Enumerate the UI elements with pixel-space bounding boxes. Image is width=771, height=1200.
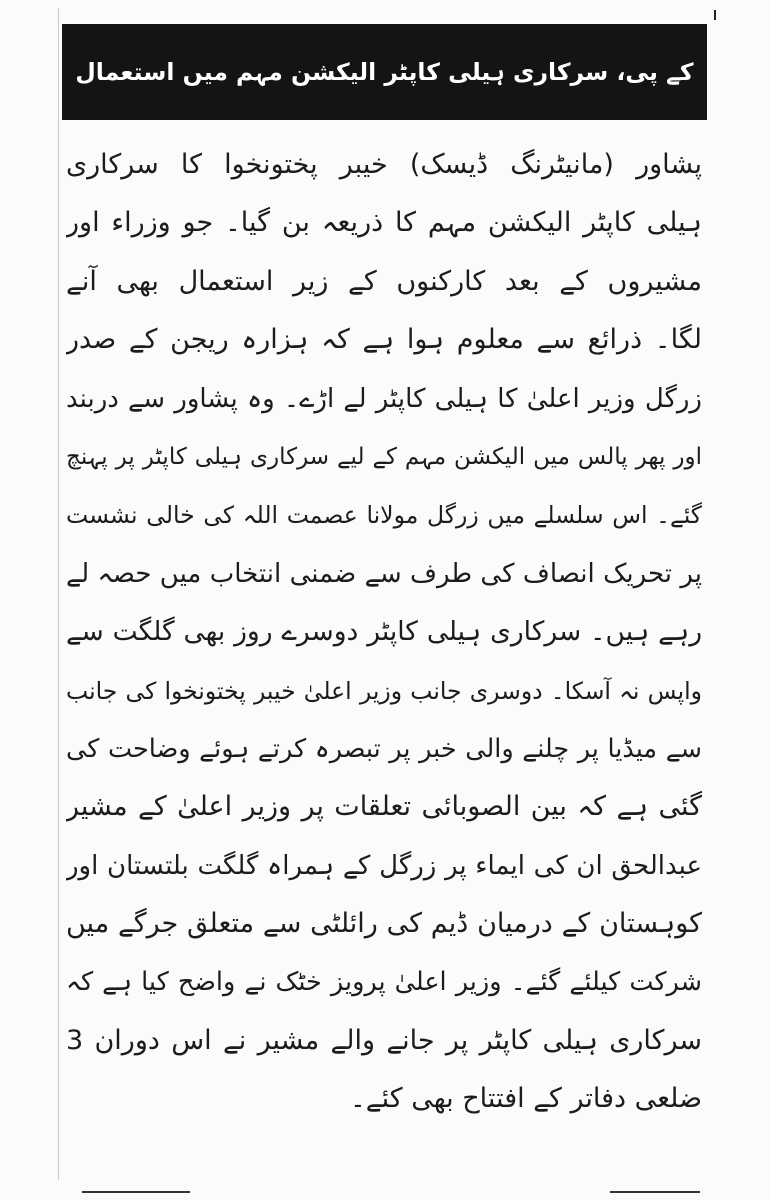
footer-divider: [82, 1191, 190, 1193]
article-body: [66, 136, 702, 1129]
article-line: ہیلی کاپٹر الیکشن مہم کا ذریعہ بن گیا۔ جو وزراء اور: [66, 207, 702, 239]
page-border: [58, 8, 59, 1180]
article-line: مشیروں کے بعد کارکنوں کے زیر استعمال بھی آنے: [66, 265, 702, 297]
article-line: سرکاری ہیلی کاپٹر پر جانے والے مشیر نے اس دوران 3: [66, 1024, 702, 1056]
corner-mark: [714, 10, 716, 20]
article-line: اور پھر پالس میں الیکشن مہم کے لیے سرکاری ہیلی کاپٹر پر پہنچ: [66, 443, 702, 470]
article-line: پشاور (مانیٹرنگ ڈیسک) خیبر پختونخوا کا سرکاری: [66, 149, 702, 180]
article-line: ضلعی دفاتر کے افتتاح بھی کئے۔: [349, 1083, 702, 1115]
article-line: واپس نہ آسکا۔ دوسری جانب وزیر اعلیٰ خیبر پختونخوا کی جانب: [66, 676, 702, 705]
article-line: زرگل وزیر اعلیٰ کا ہیلی کاپٹر لے اڑے۔ وہ پشاور سے دربند: [66, 383, 702, 414]
article-line: لگا۔ ذرائع سے معلوم ہوا ہے کہ ہزارہ ریجن کے صدر: [66, 324, 702, 356]
article-line: کوہستان کے درمیان ڈیم کی رائلٹی سے متعلق جرگے میں: [66, 908, 702, 940]
headline: کے پی، سرکاری ہیلی کاپٹر الیکشن مہم میں استعمال: [75, 57, 694, 86]
footer-divider: [610, 1191, 700, 1193]
article-line: عبدالحق ان کی ایماء پر زرگل کے ہمراہ گلگت بلتستان اور: [66, 850, 702, 881]
article-line: گئی ہے کہ بین الصوبائی تعلقات پر وزیر اعلیٰ کے مشیر: [66, 791, 702, 823]
article-line: رہے ہیں۔ سرکاری ہیلی کاپٹر دوسرے روز بھی گلگت سے: [66, 616, 702, 648]
article-line: گئے۔ اس سلسلے میں زرگل مولانا عصمت اللہ کی خالی نشست: [66, 501, 702, 530]
article-line: شرکت کیلئے گئے۔ وزیر اعلیٰ پرویز خٹک نے واضح کیا ہے کہ: [66, 967, 702, 998]
headline-banner: [62, 24, 707, 120]
article-line: سے میڈیا پر چلنے والی خبر پر تبصرہ کرتے ہوئے وضاحت کی: [66, 733, 702, 764]
article-line: پر تحریک انصاف کی طرف سے ضمنی انتخاب میں حصہ لے: [66, 558, 702, 589]
